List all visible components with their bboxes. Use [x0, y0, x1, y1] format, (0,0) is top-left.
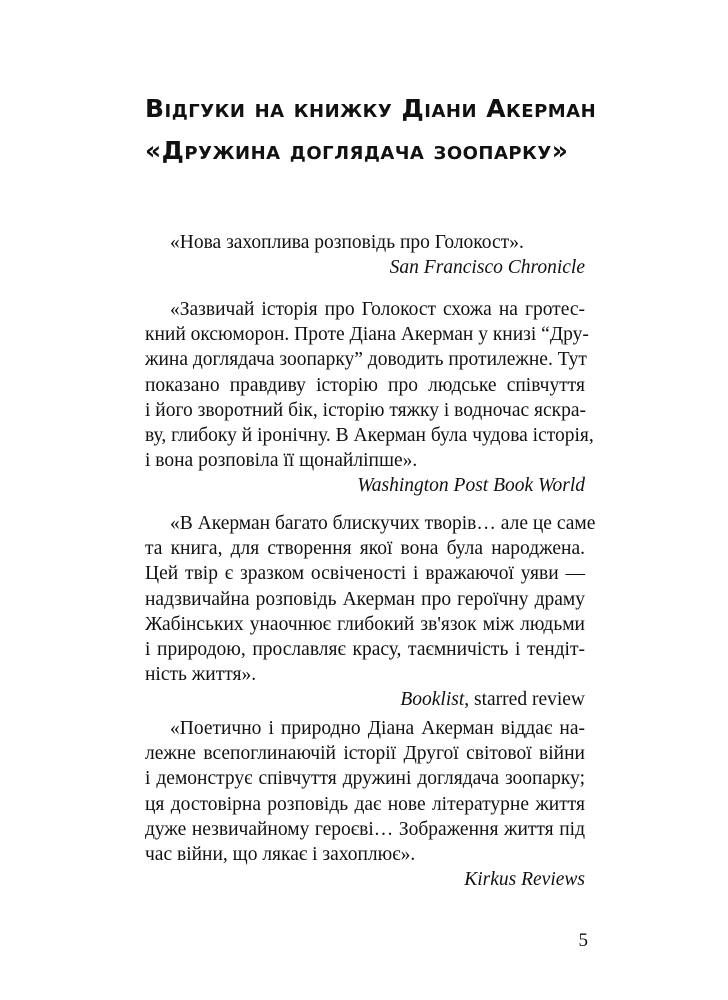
- review-4-line-6: час війни, що лякає і захоплює».: [145, 843, 416, 865]
- review-2-line-2: кний оксюморон. Проте Діана Акерман у книзі “Дру-: [145, 324, 589, 346]
- review-3-line-1: «В Акерман багато блискучих творів… але це саме: [170, 513, 596, 534]
- review-1-line-1: «Нова захоплива розповідь про Голокост».: [170, 232, 524, 253]
- review-2-source: [145, 473, 585, 499]
- review-3-line-4: надзвичайна розповідь Акерман про героїчну драму: [145, 588, 585, 610]
- review-2-line-5: і його зворотний бік, історію тяжку і водночас яскра-: [145, 399, 587, 421]
- review-1-source: [145, 255, 585, 281]
- review-3-source-name: Booklist: [400, 689, 465, 711]
- review-2-line-4: показано правдиву історію про людське співчуття: [145, 374, 585, 396]
- review-1-source-name: San Francisco Chronicle: [389, 257, 585, 279]
- title-line-2: «Дружина доглядача зоопарку»: [145, 136, 569, 165]
- review-4-source-name: Kirkus Reviews: [464, 869, 585, 891]
- review-2-line-3: жина доглядача зоопарку” доводить протилежне. Тут: [145, 349, 587, 371]
- review-4-line-4: ця достовірна розповідь дає нове літературне життя: [145, 793, 585, 815]
- review-2: [145, 297, 594, 499]
- title-line-1: Відгуки на книжку Діани Акерман: [145, 94, 597, 123]
- review-3: [145, 511, 596, 713]
- review-3-line-3: Цей твір є зразком освіченості і вражаючої уяви —: [145, 563, 585, 585]
- review-4-line-5: дуже незвичайному героєві… Зображення життя під: [145, 818, 585, 840]
- page-number: 5: [578, 930, 588, 951]
- review-3-source-suffix: , starred review: [464, 689, 585, 711]
- review-4-line-1: «Поетично і природно Діана Акерман віддає на-: [170, 718, 585, 739]
- page-title: [145, 88, 665, 172]
- review-3-line-7: ність життя».: [145, 664, 257, 686]
- review-4-source: [145, 867, 585, 893]
- review-2-source-name: Washington Post Book World: [357, 475, 585, 497]
- review-3-line-6: і природою, прославляє красу, таємничість і тендіт-: [145, 638, 585, 660]
- review-3-line-5: Жабінських унаочнює глибокий зв'язок між людьми: [145, 613, 585, 635]
- review-2-line-6: ву, глибоку й іронічну. В Акерман була чудова історія,: [145, 424, 594, 446]
- review-2-line-1: «Зазвичай історія про Голокост схожа на гротес-: [170, 299, 585, 320]
- review-4: [145, 716, 585, 893]
- review-4-line-2: лежне всепоглинаючій історії Другої світової війни: [145, 743, 585, 765]
- review-3-source: [145, 687, 585, 713]
- review-2-line-7: і вона розповіла її щонайліпше».: [145, 450, 418, 472]
- review-1: [145, 230, 585, 281]
- review-3-line-2: та книга, для створення якої вона була народжена.: [145, 538, 585, 560]
- review-4-line-3: і демонструє співчуття дружині доглядача зоопарку;: [145, 768, 585, 790]
